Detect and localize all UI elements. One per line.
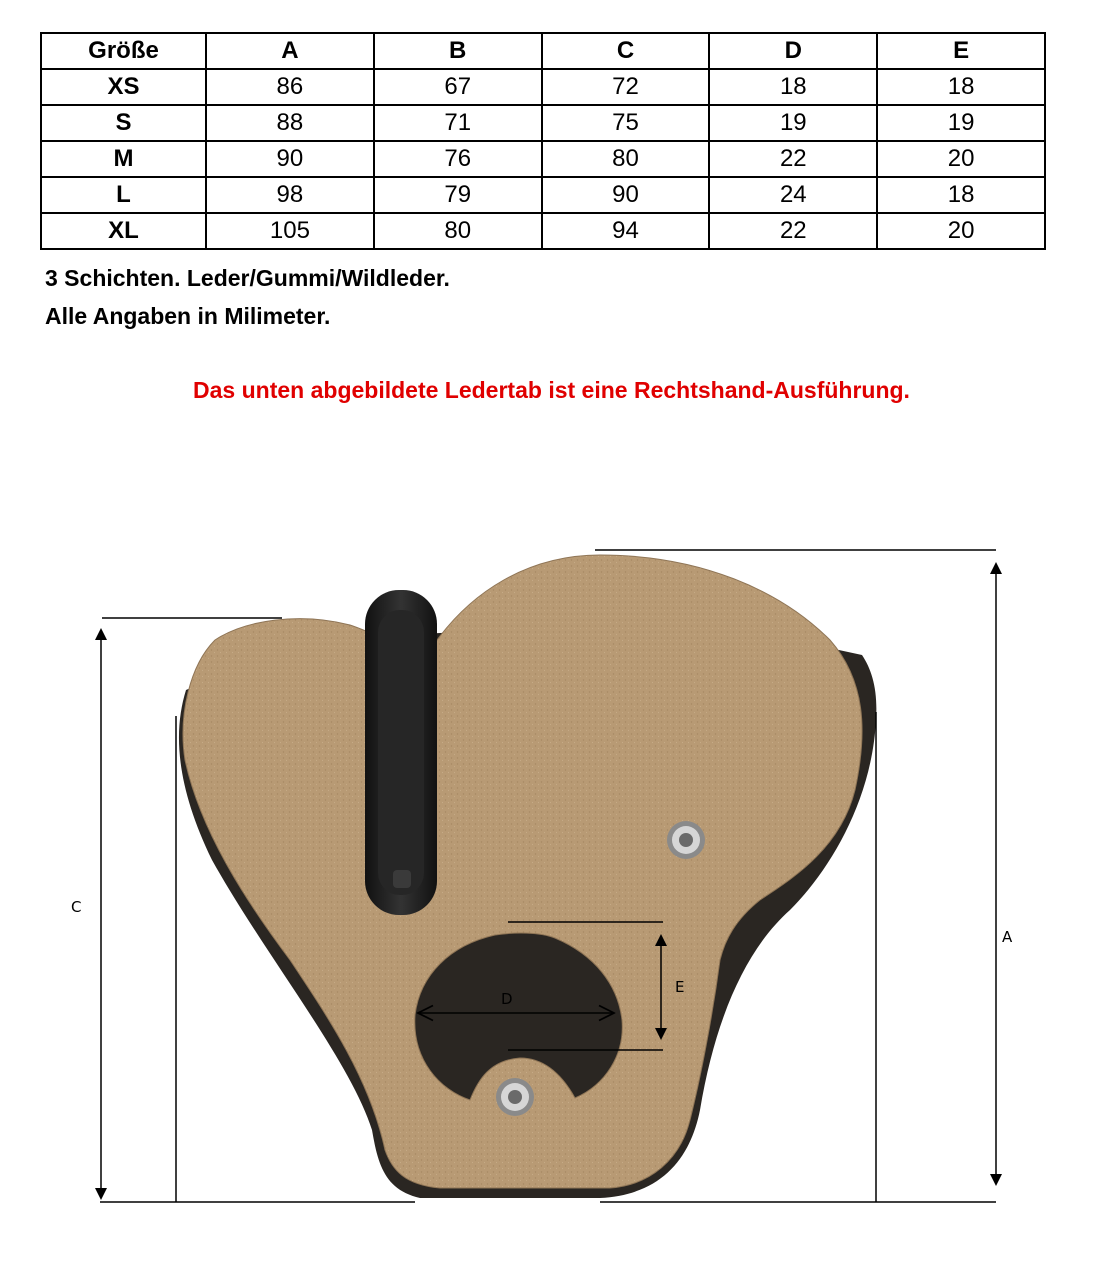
table-cell: 72 [542,69,710,105]
table-cell: 98 [206,177,374,213]
header-e: E [877,33,1045,69]
table-cell: 20 [877,213,1045,249]
dim-d-label: D [501,990,513,1008]
table-cell: 20 [877,141,1045,177]
table-cell: 90 [542,177,710,213]
header-d: D [709,33,877,69]
table-cell: 80 [542,141,710,177]
table-cell: 22 [709,213,877,249]
table-cell: 19 [877,105,1045,141]
table-cell: 79 [374,177,542,213]
table-cell: 75 [542,105,710,141]
table-cell: 88 [206,105,374,141]
right-hand-warning: Das unten abgebildete Ledertab ist eine Rechtshand-Ausführung. [193,377,910,403]
header-a: A [206,33,374,69]
table-cell: 94 [542,213,710,249]
table-cell: 71 [374,105,542,141]
size-cell: L [41,177,206,213]
size-cell: M [41,141,206,177]
header-b: B [374,33,542,69]
table-cell: 18 [709,69,877,105]
table-cell: 90 [206,141,374,177]
dim-c-label: C [71,898,82,916]
size-cell: XS [41,69,206,105]
header-size: Größe [41,33,206,69]
rivet-top [667,821,705,859]
rivet-bottom [496,1078,534,1116]
table-cell: 19 [709,105,877,141]
table-cell: 86 [206,69,374,105]
table-cell: 105 [206,213,374,249]
table-cell: 80 [374,213,542,249]
table-cell: 67 [374,69,542,105]
table-cell: 22 [709,141,877,177]
size-cell: S [41,105,206,141]
table-cell: 24 [709,177,877,213]
size-cell: XL [41,213,206,249]
table-cell: 76 [374,141,542,177]
dim-e-label: E [675,978,685,996]
dim-a-label: A [1002,928,1013,946]
layers-note: 3 Schichten. Leder/Gummi/Wildleder. [45,265,450,291]
header-c: C [542,33,710,69]
units-note: Alle Angaben in Milimeter. [45,303,331,329]
table-cell: 18 [877,69,1045,105]
table-cell: 18 [877,177,1045,213]
